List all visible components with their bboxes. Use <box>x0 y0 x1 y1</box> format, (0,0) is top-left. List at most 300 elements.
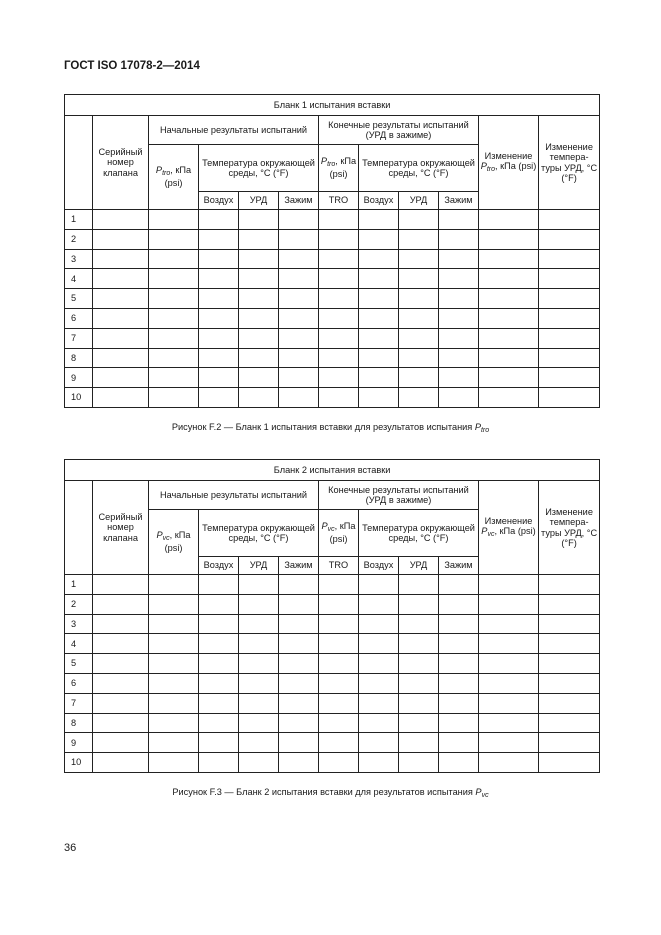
empty-cell <box>439 753 479 773</box>
empty-cell <box>319 328 359 348</box>
empty-cell <box>149 594 199 614</box>
empty-cell <box>149 308 199 328</box>
initial-p-header <box>149 510 199 575</box>
empty-cell <box>93 348 149 368</box>
row-number: 6 <box>65 673 93 693</box>
col-header: Зажим <box>279 192 319 210</box>
row-number: 2 <box>65 229 93 249</box>
empty-cell <box>539 733 600 753</box>
empty-cell <box>239 229 279 249</box>
row-number: 5 <box>65 289 93 309</box>
empty-cell <box>539 673 600 693</box>
empty-cell <box>199 733 239 753</box>
empty-cell <box>399 713 439 733</box>
initial-p-subscript: tro <box>162 170 171 178</box>
empty-cell <box>439 575 479 595</box>
row-number: 4 <box>65 634 93 654</box>
row-number: 6 <box>65 308 93 328</box>
index-header-cell <box>65 116 93 210</box>
table-1-body <box>65 210 600 408</box>
empty-cell <box>479 575 539 595</box>
initial-temp-header: Температура окружающей среды, °С (°F) <box>199 145 319 192</box>
empty-cell <box>279 594 319 614</box>
empty-cell <box>359 693 399 713</box>
empty-cell <box>399 210 439 230</box>
empty-cell <box>539 634 600 654</box>
empty-cell <box>93 210 149 230</box>
final-p-header <box>319 510 359 557</box>
change-temp-header: Изменение темпера-туры УРД, °С (°F) <box>539 481 600 575</box>
empty-cell <box>93 289 149 309</box>
empty-cell <box>439 328 479 348</box>
empty-cell <box>359 308 399 328</box>
empty-cell <box>93 308 149 328</box>
final-results-header: Конечные результаты испытаний (УРД в зажиме) <box>319 481 479 510</box>
col-header: Воздух <box>199 192 239 210</box>
empty-cell <box>539 388 600 408</box>
row-number: 5 <box>65 654 93 674</box>
caption-text: Рисунок F.2 — Бланк 1 испытания вставки для результатов испытания <box>171 422 473 432</box>
table-row <box>65 753 600 773</box>
empty-cell <box>479 368 539 388</box>
change-p-header <box>479 481 539 575</box>
empty-cell <box>319 249 359 269</box>
empty-cell <box>479 713 539 733</box>
empty-cell <box>279 673 319 693</box>
empty-cell <box>399 733 439 753</box>
final-p-unit: , кПа (psi) <box>329 156 357 180</box>
table-row <box>65 229 600 249</box>
empty-cell <box>439 269 479 289</box>
empty-cell <box>359 289 399 309</box>
empty-cell <box>93 753 149 773</box>
empty-cell <box>239 713 279 733</box>
empty-cell <box>399 614 439 634</box>
empty-cell <box>359 388 399 408</box>
empty-cell <box>399 368 439 388</box>
empty-cell <box>279 348 319 368</box>
empty-cell <box>359 753 399 773</box>
empty-cell <box>399 654 439 674</box>
empty-cell <box>93 634 149 654</box>
final-p-subscript: vc <box>327 526 335 534</box>
row-number: 8 <box>65 713 93 733</box>
empty-cell <box>93 229 149 249</box>
final-results-header: Конечные результаты испытаний (УРД в зажиме) <box>319 116 479 145</box>
initial-p-header <box>149 145 199 210</box>
empty-cell <box>93 654 149 674</box>
empty-cell <box>399 634 439 654</box>
empty-cell <box>439 308 479 328</box>
empty-cell <box>239 269 279 289</box>
col-header: Воздух <box>359 192 399 210</box>
empty-cell <box>149 269 199 289</box>
test-form-table-2 <box>64 459 600 773</box>
initial-p-symbol: P <box>156 530 163 541</box>
empty-cell <box>439 594 479 614</box>
empty-cell <box>149 249 199 269</box>
empty-cell <box>239 348 279 368</box>
table-row <box>65 269 600 289</box>
empty-cell <box>149 210 199 230</box>
empty-cell <box>439 654 479 674</box>
empty-cell <box>399 229 439 249</box>
test-form-table-1 <box>64 94 600 408</box>
empty-cell <box>319 693 359 713</box>
empty-cell <box>319 210 359 230</box>
empty-cell <box>439 693 479 713</box>
empty-cell <box>239 575 279 595</box>
figure-caption-1 <box>0 422 661 434</box>
empty-cell <box>539 229 600 249</box>
empty-cell <box>239 614 279 634</box>
empty-cell <box>539 269 600 289</box>
col-header: Воздух <box>199 557 239 575</box>
empty-cell <box>399 575 439 595</box>
empty-cell <box>199 614 239 634</box>
initial-p-unit: , кПа (psi) <box>164 530 191 554</box>
empty-cell <box>479 328 539 348</box>
empty-cell <box>199 269 239 289</box>
empty-cell <box>93 388 149 408</box>
empty-cell <box>539 210 600 230</box>
empty-cell <box>539 614 600 634</box>
empty-cell <box>479 594 539 614</box>
empty-cell <box>319 348 359 368</box>
initial-p-unit: , кПа (psi) <box>164 165 192 189</box>
empty-cell <box>479 753 539 773</box>
empty-cell <box>239 308 279 328</box>
serial-header: Серийный номер клапана <box>93 116 149 210</box>
empty-cell <box>199 308 239 328</box>
empty-cell <box>439 733 479 753</box>
row-number: 1 <box>65 210 93 230</box>
empty-cell <box>479 229 539 249</box>
figure-caption-2 <box>0 787 661 799</box>
empty-cell <box>539 693 600 713</box>
col-header: Зажим <box>279 557 319 575</box>
table-row <box>65 713 600 733</box>
empty-cell <box>439 634 479 654</box>
empty-cell <box>199 388 239 408</box>
col-header: УРД <box>399 192 439 210</box>
empty-cell <box>279 654 319 674</box>
caption-symbol: P <box>475 787 482 797</box>
change-p-unit: , кПа (psi) <box>494 526 536 537</box>
empty-cell <box>359 634 399 654</box>
empty-cell <box>319 368 359 388</box>
empty-cell <box>359 673 399 693</box>
initial-temp-header: Температура окружающей среды, °С (°F) <box>199 510 319 557</box>
empty-cell <box>93 693 149 713</box>
empty-cell <box>149 673 199 693</box>
empty-cell <box>479 614 539 634</box>
empty-cell <box>399 693 439 713</box>
empty-cell <box>319 229 359 249</box>
empty-cell <box>479 249 539 269</box>
table-row <box>65 368 600 388</box>
empty-cell <box>439 388 479 408</box>
final-temp-header: Температура окружающей среды, °С (°F) <box>359 145 479 192</box>
change-p-header <box>479 116 539 210</box>
empty-cell <box>149 388 199 408</box>
table-title: Бланк 1 испытания вставки <box>65 95 600 116</box>
empty-cell <box>359 733 399 753</box>
empty-cell <box>439 368 479 388</box>
empty-cell <box>479 388 539 408</box>
table-2-body <box>65 575 600 773</box>
empty-cell <box>93 733 149 753</box>
table-row <box>65 733 600 753</box>
empty-cell <box>279 210 319 230</box>
empty-cell <box>149 753 199 773</box>
empty-cell <box>239 249 279 269</box>
empty-cell <box>149 328 199 348</box>
empty-cell <box>279 575 319 595</box>
table-row <box>65 575 600 595</box>
table-row <box>65 594 600 614</box>
empty-cell <box>399 328 439 348</box>
empty-cell <box>149 229 199 249</box>
table-row <box>65 289 600 309</box>
empty-cell <box>439 249 479 269</box>
empty-cell <box>199 673 239 693</box>
empty-cell <box>199 575 239 595</box>
empty-cell <box>279 693 319 713</box>
empty-cell <box>199 713 239 733</box>
empty-cell <box>199 693 239 713</box>
index-header-cell <box>65 481 93 575</box>
empty-cell <box>199 753 239 773</box>
empty-cell <box>319 269 359 289</box>
empty-cell <box>359 614 399 634</box>
empty-cell <box>93 269 149 289</box>
initial-p-symbol: P <box>155 165 163 176</box>
empty-cell <box>479 308 539 328</box>
empty-cell <box>199 229 239 249</box>
empty-cell <box>319 673 359 693</box>
caption-subscript: tro <box>480 427 490 434</box>
table-row <box>65 348 600 368</box>
empty-cell <box>399 308 439 328</box>
final-p-symbol: P <box>320 156 328 167</box>
initial-p-subscript: vc <box>162 535 170 543</box>
empty-cell <box>479 634 539 654</box>
empty-cell <box>279 289 319 309</box>
empty-cell <box>399 594 439 614</box>
empty-cell <box>359 594 399 614</box>
col-header: УРД <box>239 557 279 575</box>
empty-cell <box>319 594 359 614</box>
empty-cell <box>239 693 279 713</box>
empty-cell <box>149 575 199 595</box>
empty-cell <box>239 368 279 388</box>
empty-cell <box>539 575 600 595</box>
empty-cell <box>93 328 149 348</box>
change-p-subscript: vc <box>487 531 495 539</box>
table-row <box>65 328 600 348</box>
empty-cell <box>279 733 319 753</box>
empty-cell <box>239 210 279 230</box>
empty-cell <box>279 269 319 289</box>
empty-cell <box>149 289 199 309</box>
empty-cell <box>239 733 279 753</box>
empty-cell <box>399 289 439 309</box>
empty-cell <box>199 654 239 674</box>
empty-cell <box>319 634 359 654</box>
table-row <box>65 693 600 713</box>
table-row <box>65 249 600 269</box>
empty-cell <box>439 673 479 693</box>
empty-cell <box>149 654 199 674</box>
empty-cell <box>93 575 149 595</box>
empty-cell <box>359 654 399 674</box>
table-title: Бланк 2 испытания вставки <box>65 460 600 481</box>
empty-cell <box>479 654 539 674</box>
table-row <box>65 388 600 408</box>
final-p-unit: , кПа (psi) <box>329 521 356 545</box>
empty-cell <box>439 713 479 733</box>
empty-cell <box>199 634 239 654</box>
final-p-symbol: P <box>321 521 328 532</box>
final-p-header <box>319 145 359 192</box>
empty-cell <box>539 249 600 269</box>
row-number: 10 <box>65 753 93 773</box>
empty-cell <box>149 693 199 713</box>
empty-cell <box>539 368 600 388</box>
empty-cell <box>439 348 479 368</box>
change-p-symbol: P <box>480 161 487 172</box>
table-row <box>65 210 600 230</box>
empty-cell <box>279 753 319 773</box>
row-number: 8 <box>65 348 93 368</box>
col-header: Воздух <box>359 557 399 575</box>
empty-cell <box>319 289 359 309</box>
row-number: 9 <box>65 368 93 388</box>
empty-cell <box>199 249 239 269</box>
empty-cell <box>239 753 279 773</box>
row-number: 3 <box>65 614 93 634</box>
empty-cell <box>539 753 600 773</box>
empty-cell <box>93 614 149 634</box>
empty-cell <box>239 673 279 693</box>
empty-cell <box>279 308 319 328</box>
change-p-unit: , кПа (psi) <box>495 161 537 172</box>
col-header: TRO <box>319 557 359 575</box>
empty-cell <box>479 693 539 713</box>
page-number: 36 <box>64 842 77 854</box>
empty-cell <box>399 269 439 289</box>
row-number: 7 <box>65 328 93 348</box>
row-number: 10 <box>65 388 93 408</box>
empty-cell <box>399 753 439 773</box>
empty-cell <box>93 673 149 693</box>
empty-cell <box>93 249 149 269</box>
empty-cell <box>319 308 359 328</box>
empty-cell <box>359 368 399 388</box>
caption-text: Рисунок F.3 — Бланк 2 испытания вставки для результатов испытания <box>172 787 473 797</box>
empty-cell <box>399 348 439 368</box>
empty-cell <box>279 614 319 634</box>
empty-cell <box>279 229 319 249</box>
empty-cell <box>93 594 149 614</box>
empty-cell <box>399 388 439 408</box>
empty-cell <box>199 594 239 614</box>
row-number: 3 <box>65 249 93 269</box>
empty-cell <box>539 654 600 674</box>
empty-cell <box>359 210 399 230</box>
empty-cell <box>439 210 479 230</box>
empty-cell <box>359 269 399 289</box>
empty-cell <box>319 713 359 733</box>
empty-cell <box>239 634 279 654</box>
empty-cell <box>199 289 239 309</box>
table-row <box>65 634 600 654</box>
empty-cell <box>439 229 479 249</box>
table-row <box>65 614 600 634</box>
caption-subscript: vc <box>481 792 489 799</box>
empty-cell <box>539 289 600 309</box>
initial-results-header: Начальные результаты испытаний <box>149 116 319 145</box>
empty-cell <box>149 614 199 634</box>
empty-cell <box>199 210 239 230</box>
table-row <box>65 308 600 328</box>
change-p-subscript: tro <box>486 166 496 174</box>
serial-header: Серийный номер клапана <box>93 481 149 575</box>
empty-cell <box>359 249 399 269</box>
empty-cell <box>149 713 199 733</box>
empty-cell <box>319 388 359 408</box>
empty-cell <box>479 673 539 693</box>
col-header: Зажим <box>439 557 479 575</box>
empty-cell <box>479 210 539 230</box>
empty-cell <box>279 249 319 269</box>
empty-cell <box>319 654 359 674</box>
table-row <box>65 673 600 693</box>
empty-cell <box>279 388 319 408</box>
change-p-label: Изменение <box>484 150 533 161</box>
empty-cell <box>479 289 539 309</box>
empty-cell <box>319 753 359 773</box>
empty-cell <box>279 634 319 654</box>
empty-cell <box>239 654 279 674</box>
change-p-label: Изменение <box>484 515 533 526</box>
empty-cell <box>479 733 539 753</box>
final-temp-header: Температура окружающей среды, °С (°F) <box>359 510 479 557</box>
empty-cell <box>319 575 359 595</box>
empty-cell <box>399 673 439 693</box>
caption-symbol: P <box>474 422 481 432</box>
empty-cell <box>539 328 600 348</box>
empty-cell <box>439 289 479 309</box>
empty-cell <box>239 289 279 309</box>
empty-cell <box>93 368 149 388</box>
empty-cell <box>359 575 399 595</box>
empty-cell <box>199 368 239 388</box>
empty-cell <box>279 713 319 733</box>
empty-cell <box>239 594 279 614</box>
col-header: TRO <box>319 192 359 210</box>
empty-cell <box>93 713 149 733</box>
empty-cell <box>539 348 600 368</box>
empty-cell <box>539 308 600 328</box>
empty-cell <box>149 634 199 654</box>
empty-cell <box>359 328 399 348</box>
empty-cell <box>359 348 399 368</box>
empty-cell <box>399 249 439 269</box>
empty-cell <box>149 733 199 753</box>
empty-cell <box>359 713 399 733</box>
